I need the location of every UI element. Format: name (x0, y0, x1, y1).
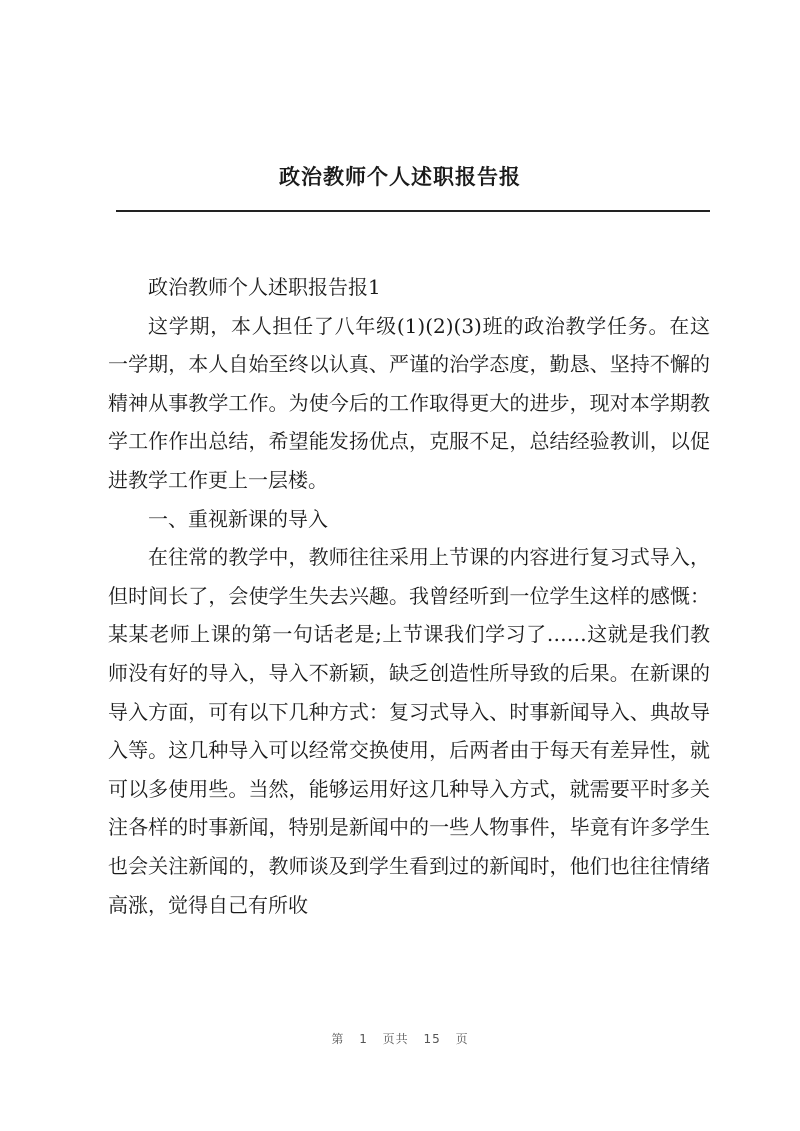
subsection-heading: 一、重视新课的导入 (148, 506, 328, 531)
paragraph-intro: 这学期，本人担任了八年级(1)(2)(3)班的政治教学任务。在这一学期，本人自始至终以认真、严谨的治学态度，勤恳、坚持不懈的精神从事教学工作。为使今后的工作取得更大的进步，现对本学期教学工作作出总结，希望能发扬优点，克服不足，总结经验教训，以促进教学工作更上一层楼。 (108, 313, 710, 492)
footer-suffix: 页 (455, 1032, 469, 1046)
footer-mid: 页共 (382, 1032, 409, 1046)
page-footer (0, 1030, 800, 1047)
footer-prefix: 第 (331, 1032, 345, 1046)
title-divider (116, 210, 710, 212)
footer-total-pages: 15 (423, 1032, 441, 1046)
footer-current-page: 1 (359, 1032, 368, 1046)
section-heading: 政治教师个人述职报告报1 (148, 275, 381, 299)
document-title: 政治教师个人述职报告报 (279, 164, 521, 189)
paragraph-body: 在往常的教学中，教师往往采用上节课的内容进行复习式导入，但时间长了，会使学生失去兴趣。我曾经听到一位学生这样的感慨：某某老师上课的第一句话老是;上节课我们学习了……这就是我们教师没有好的导入，导入不新颖，缺乏创造性所导致的后果。在新课的导入方面，可有以下几种方式：复习式导入、时事新闻导入、典故导入等。这几种导入可以经常交换使用，后两者由于每天有差异性，就可以多使用些。当然，能够运用好这几种导入方式，就需要平时多关注各样的时事新闻，特别是新闻中的一些人物事件，毕竟有许多学生也会关注新闻的，教师谈及到学生看到过的新闻时，他们也往往情绪高涨，觉得自己有所收 (108, 545, 710, 917)
document-body (108, 268, 710, 924)
